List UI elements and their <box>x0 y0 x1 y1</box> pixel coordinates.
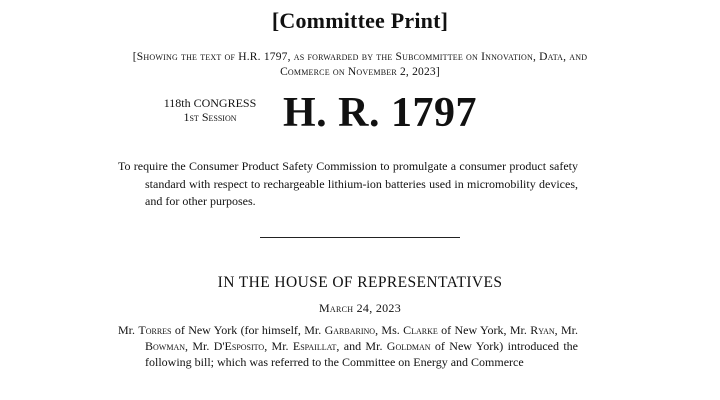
committee-print-heading: [Committee Print] <box>271 8 449 33</box>
cosponsor-name: Clarke <box>403 323 438 337</box>
intro-text: , Mr. <box>185 339 214 353</box>
intro-text: , Ms. <box>375 323 404 337</box>
divider-rule <box>260 237 460 238</box>
cosponsor-name: D'Esposito <box>213 339 265 353</box>
sponsor-name: Torres <box>138 323 172 337</box>
intro-text: , and Mr. <box>336 339 387 353</box>
congress-label: 118th CONGRESS <box>163 96 257 110</box>
introduction-statement <box>118 322 578 370</box>
showing-text-note: [Showing the text of H.R. 1797, as forwarded by the Subcommittee on Innovation, Data, and Commerce on November 2, 2023] <box>132 51 588 78</box>
bill-purpose: To require the Consumer Product Safety Commission to promulgate a consumer product safety standard with respect to rechargeable lithium-ion batteries used in micromobility devices, and for other purposes. <box>118 159 578 208</box>
sponsor-title: Mr. <box>118 323 136 337</box>
cosponsor-name: Ryan <box>530 323 555 337</box>
house-heading: IN THE HOUSE OF REPRESENTATIVES <box>217 274 503 291</box>
intro-text: , Mr. <box>264 339 293 353</box>
intro-text: of New York) introduced the following bill; which was referred to the Committee on Energy and Commerce <box>145 339 578 369</box>
congress-session-block <box>145 96 275 124</box>
intro-text: of New York (for himself, Mr. <box>171 323 325 337</box>
session-label: 1st Session <box>183 110 237 124</box>
introduction-date: March 24, 2023 <box>318 301 402 315</box>
intro-text: of New York, Mr. <box>437 323 531 337</box>
cosponsor-name: Bowman <box>145 339 185 353</box>
cosponsor-name: Goldman <box>386 339 431 353</box>
cosponsor-name: Espaillat <box>292 339 337 353</box>
cosponsor-name: Garbarino <box>324 323 376 337</box>
intro-text: , Mr. <box>554 323 579 337</box>
bill-number: H. R. 1797 <box>283 90 477 136</box>
